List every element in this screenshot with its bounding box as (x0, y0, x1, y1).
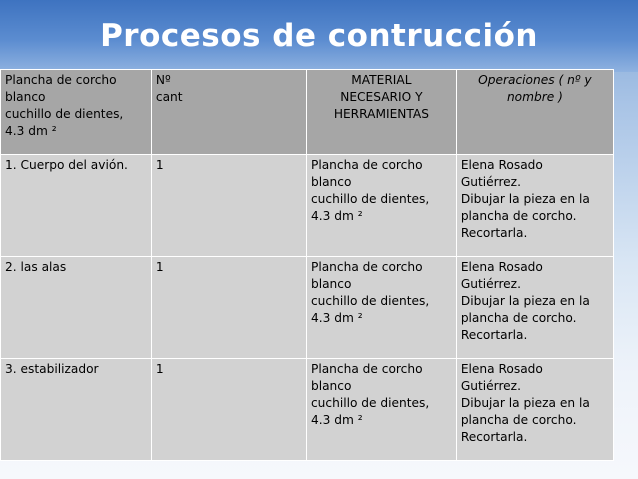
header-line: MATERIAL (351, 73, 412, 87)
operation-line: Recortarla. (460, 226, 528, 240)
material-line: Plancha de corcho (310, 158, 423, 172)
cell-material (306, 257, 456, 359)
material-line: blanco (310, 379, 352, 393)
cell-operations (456, 257, 613, 359)
cell-piece: 1. Cuerpo del avión. (1, 155, 152, 257)
table-header-row (1, 70, 614, 155)
header-line: HERRAMIENTAS (333, 107, 429, 121)
table-row (1, 257, 614, 359)
material-line: Plancha de corcho (310, 362, 423, 376)
cell-piece: 2. las alas (1, 257, 152, 359)
header-line: nombre ) (506, 90, 563, 104)
slide-title: Procesos de contrucción (100, 18, 538, 54)
header-line: Operaciones ( nº y (478, 73, 592, 87)
header-line: Nº (155, 73, 171, 87)
header-line: blanco (5, 90, 46, 104)
operation-line: plancha de corcho. (460, 209, 577, 223)
material-line: Plancha de corcho (310, 260, 423, 274)
material-line: blanco (310, 277, 352, 291)
material-line: blanco (310, 175, 352, 189)
cell-material (306, 155, 456, 257)
material-line: cuchillo de dientes, (310, 294, 430, 308)
header-cell-material-sample (1, 70, 152, 155)
header-cell-operations (456, 70, 613, 155)
material-line: cuchillo de dientes, (310, 192, 430, 206)
operation-line: Gutiérrez. (460, 379, 521, 393)
operation-line: Recortarla. (460, 328, 528, 342)
cell-piece: 3. estabilizador (1, 359, 152, 461)
material-line: 4.3 dm ² (310, 209, 363, 223)
operation-line: plancha de corcho. (460, 413, 577, 427)
process-table (0, 69, 614, 461)
cell-quantity: 1 (151, 257, 306, 359)
operation-line: Dibujar la pieza en la (460, 396, 590, 410)
header-cell-material (306, 70, 456, 155)
table-row (1, 155, 614, 257)
cell-quantity: 1 (151, 359, 306, 461)
header-line: cant (155, 90, 183, 104)
cell-operations (456, 155, 613, 257)
header-line: cuchillo de dientes, (5, 107, 124, 121)
cell-material (306, 359, 456, 461)
table-row (1, 359, 614, 461)
operation-line: Elena Rosado (460, 362, 543, 376)
operation-line: Gutiérrez. (460, 175, 521, 189)
header-line: NECESARIO Y (340, 90, 423, 104)
header-line: 4.3 dm ² (5, 124, 57, 138)
material-line: cuchillo de dientes, (310, 396, 430, 410)
operation-line: Recortarla. (460, 430, 528, 444)
material-line: 4.3 dm ² (310, 311, 363, 325)
operation-line: Elena Rosado (460, 158, 543, 172)
operation-line: plancha de corcho. (460, 311, 577, 325)
cell-operations (456, 359, 613, 461)
operation-line: Dibujar la pieza en la (460, 294, 590, 308)
operation-line: Gutiérrez. (460, 277, 521, 291)
header-line: Plancha de corcho (5, 73, 117, 87)
operation-line: Dibujar la pieza en la (460, 192, 590, 206)
header-cell-quantity (151, 70, 306, 155)
cell-quantity: 1 (151, 155, 306, 257)
operation-line: Elena Rosado (460, 260, 543, 274)
material-line: 4.3 dm ² (310, 413, 363, 427)
